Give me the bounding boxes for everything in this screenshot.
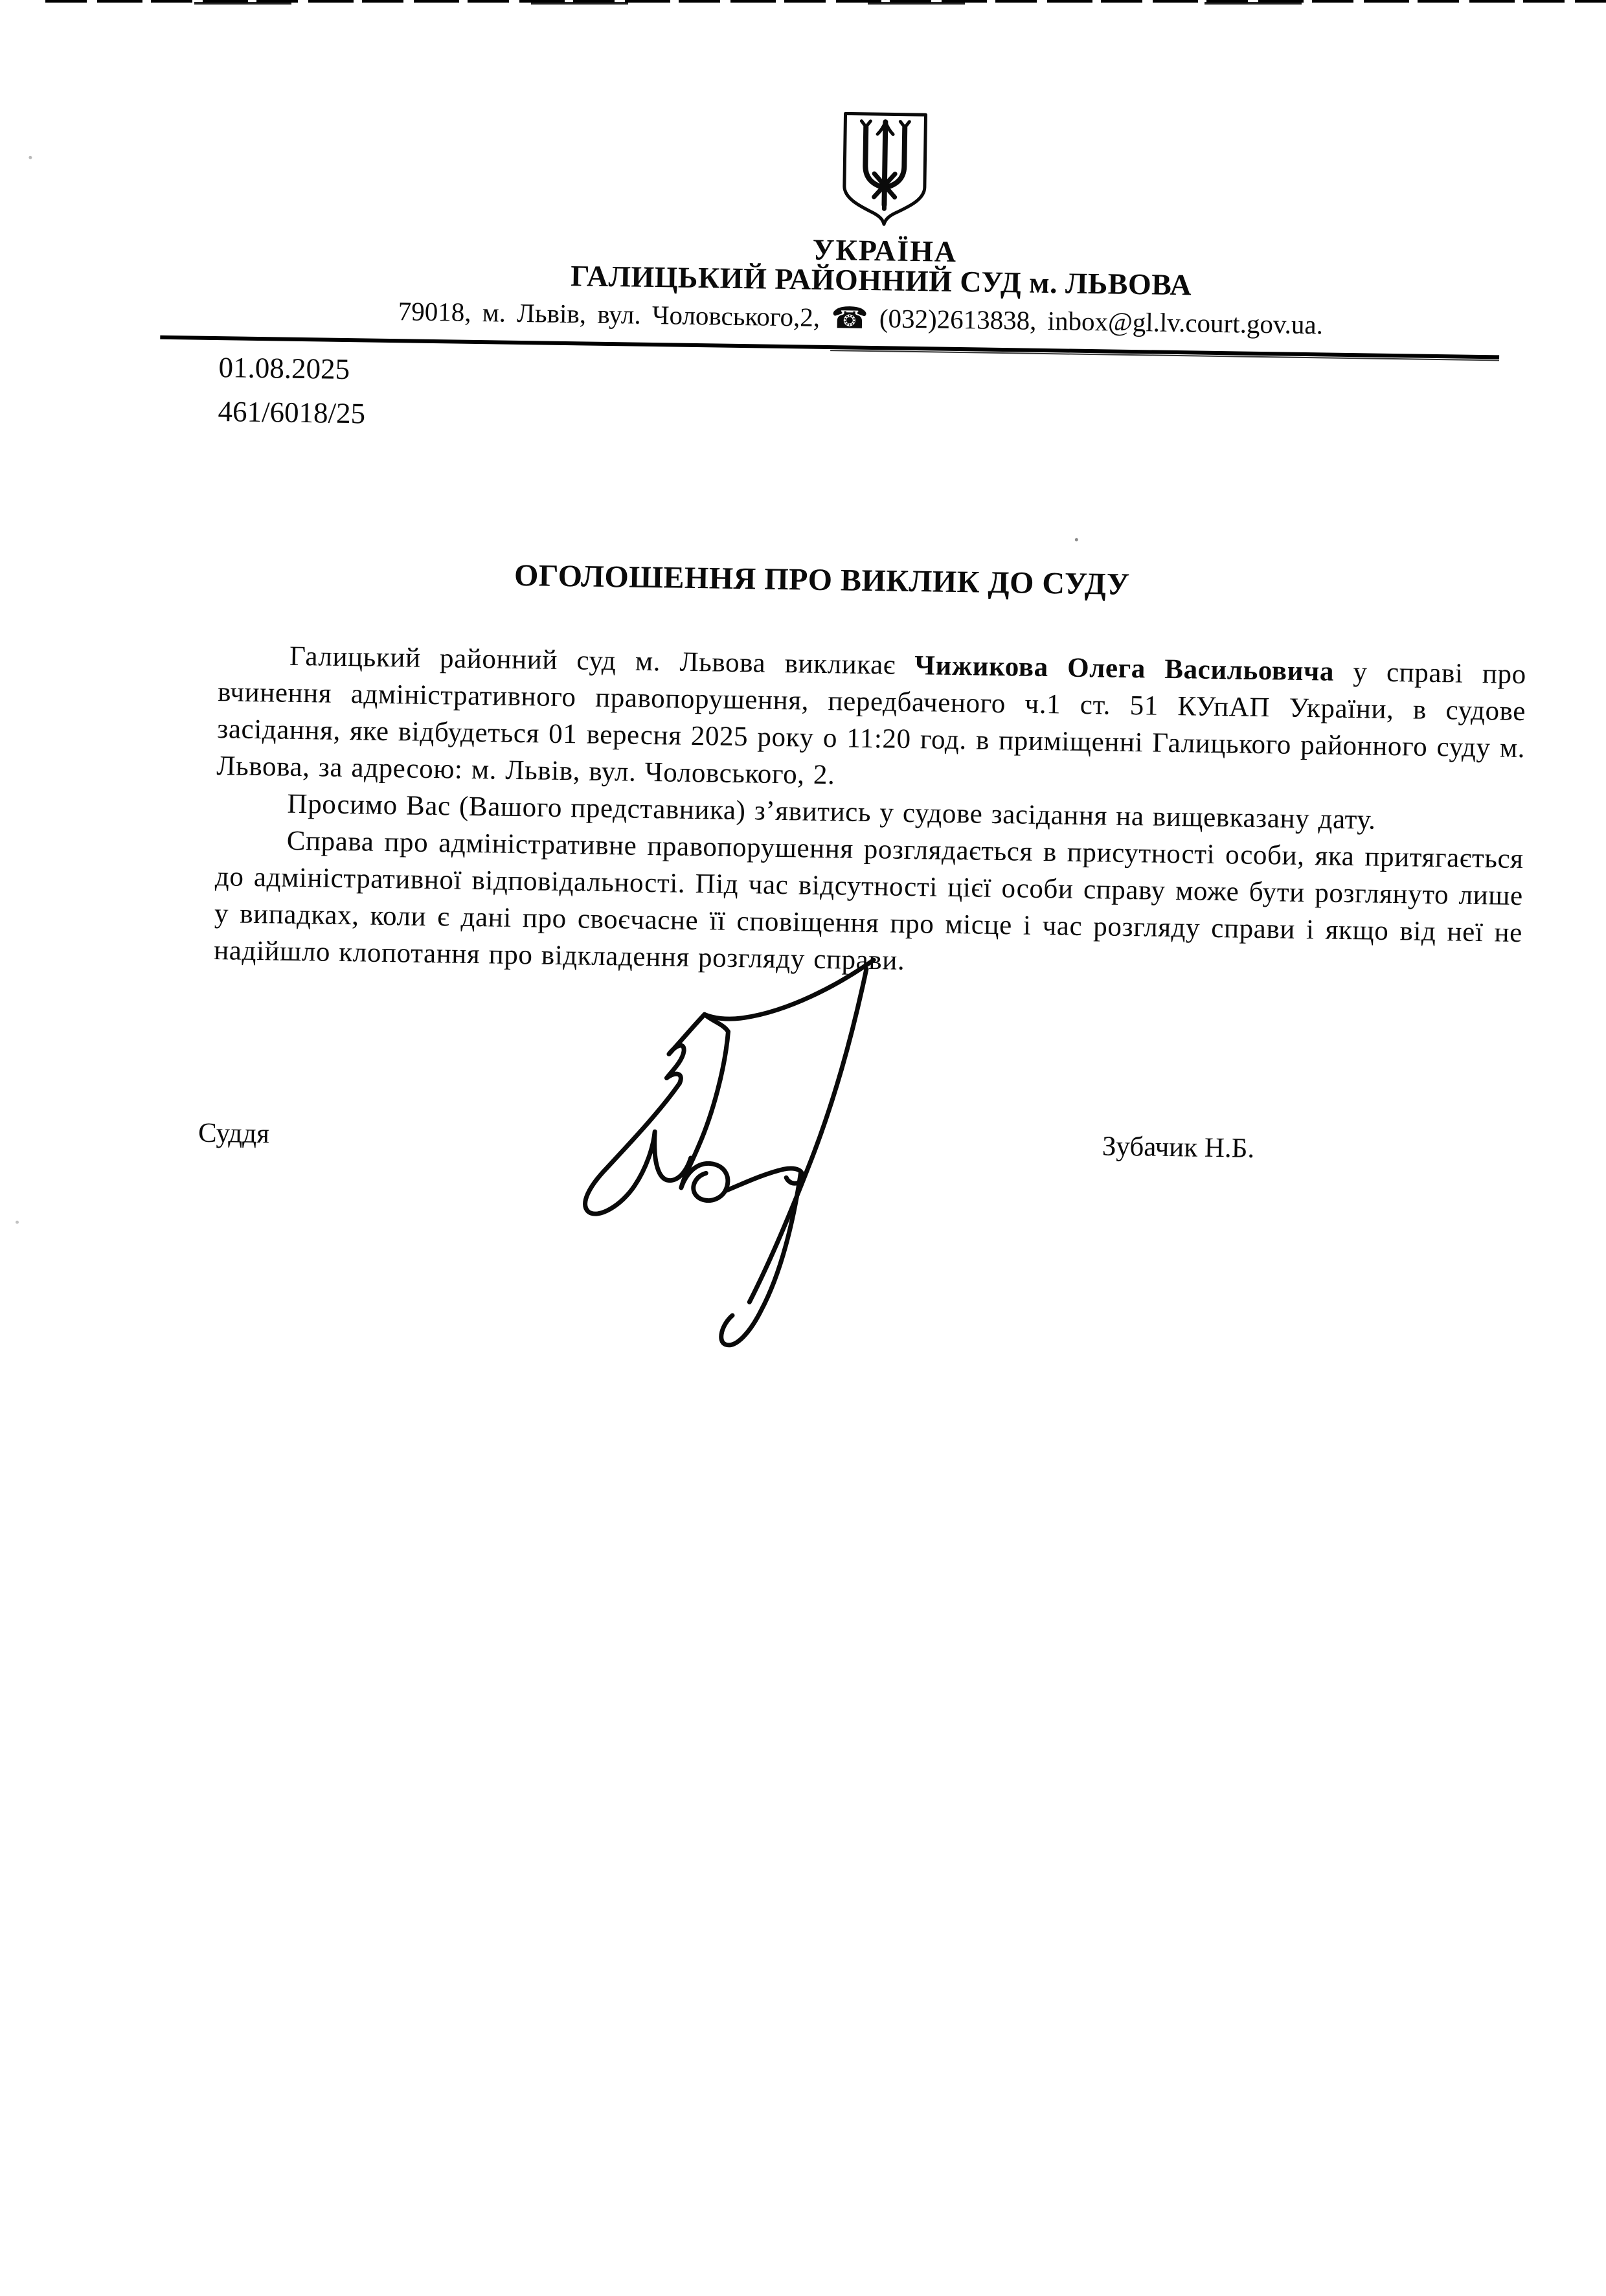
document-title: ОГОЛОШЕННЯ ПРО ВИКЛИК ДО СУДУ xyxy=(514,558,1131,602)
summons-text-before: Галицький районний суд м. Львова викликає xyxy=(289,641,915,681)
paragraph-notice: Справа про адміністративне правопорушення розглядається в присутності особи, яка притягається до адміністративної відповідальності. Під час відсутності цієї особи справу може бути розглянуто лише у випадках, коли є дані про своєчасне її сповіщення про місце і час розгляду справи і якщо від неї не надійшло клопотання про відкладення розгляду справи. xyxy=(213,825,1524,976)
paragraph-request: Просимо Вас (Вашого представника) з’явитись у судове засідання на вищевказану дату. xyxy=(287,788,1376,835)
judge-signature xyxy=(566,946,877,1372)
telephone-icon: ☎ xyxy=(830,300,869,335)
address-text: 79018, м. Львів, вул. Чоловського,2, xyxy=(398,296,820,332)
country-name: УКРАЇНА xyxy=(812,233,958,268)
judge-name: Зубачик Н.Б. xyxy=(1102,1131,1255,1164)
judge-label: Суддя xyxy=(198,1117,270,1150)
court-email: inbox@gl.lv.court.gov.ua. xyxy=(1047,306,1324,340)
scan-speck xyxy=(28,156,32,159)
court-name: ГАЛИЦЬКИЙ РАЙОННИЙ СУД м. ЛЬВОВА xyxy=(570,259,1192,302)
document-body xyxy=(214,637,1526,988)
scan-speck xyxy=(1075,538,1078,541)
defendant-name: Чижикова Олега Васильовича xyxy=(914,650,1335,687)
document-date: 01.08.2025 xyxy=(218,351,350,386)
ukraine-coat-of-arms-icon xyxy=(839,109,931,229)
scan-speck xyxy=(16,1221,19,1224)
summons-text-after: у справі про вчинення адміністративного правопорушення, передбаченого ч.1 ст. 51 КУпАП України, в судове засідання, яке відбудеться 01 вересня 2025 року о 11:20 год. в приміщенні Галицького районного суду м. Львова, за адресою: м. Львів, вул. Чоловського, 2. xyxy=(216,656,1527,791)
paragraph-summons xyxy=(216,637,1526,804)
phone-number: (032)2613838, xyxy=(879,303,1037,335)
case-number: 461/6018/25 xyxy=(218,395,366,430)
